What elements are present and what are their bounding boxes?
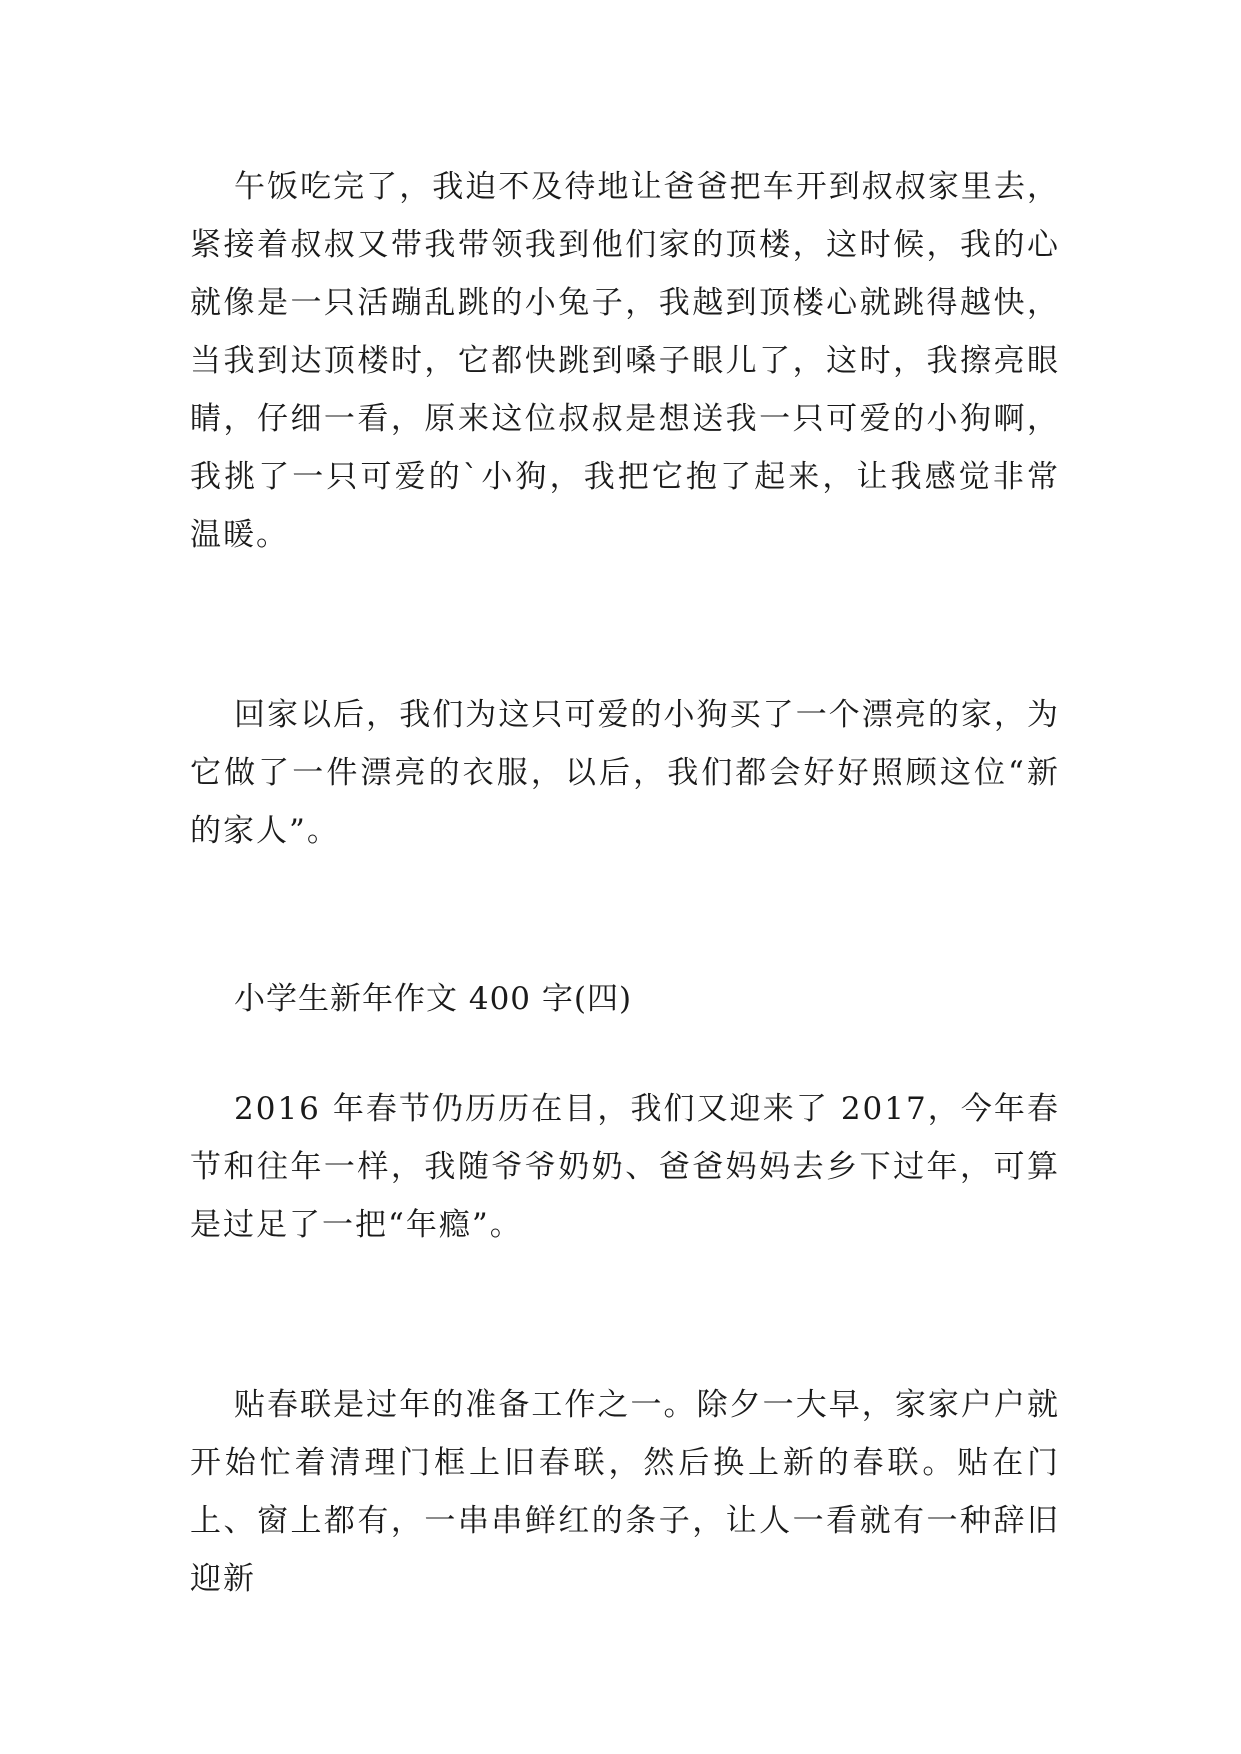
paragraph-puppy-gift: 午饭吃完了，我迫不及待地让爸爸把车开到叔叔家里去，紧接着叔叔又带我带领我到他们家的顶楼，这时候，我的心就像是一只活蹦乱跳的小兔子，我越到顶楼心就跳得越快，当我到达顶楼时，它都快跳到嗓子眼儿了，这时，我擦亮眼睛，仔细一看，原来这位叔叔是想送我一只可爱的小狗啊，我挑了一只可爱的`小狗，我把它抱了起来，让我感觉非常温暖。: [190, 169, 1060, 553]
section-heading: 小学生新年作文 400 字(四): [234, 981, 633, 1017]
paragraph-spring-festival: 2016 年春节仍历历在目，我们又迎来了 2017，今年春节和往年一样，我随爷爷奶奶、爸爸妈妈去乡下过年，可算是过足了一把“年瘾”。: [190, 1091, 1060, 1243]
paragraph-new-family-member: 回家以后，我们为这只可爱的小狗买了一个漂亮的家，为它做了一件漂亮的衣服，以后，我们都会好好照顾这位“新的家人”。: [190, 697, 1060, 849]
paragraph-spring-couplets: 贴春联是过年的准备工作之一。除夕一大早，家家户户就开始忙着清理门框上旧春联，然后换上新的春联。贴在门上、窗上都有，一串串鲜红的条子，让人一看就有一种辞旧迎新: [190, 1387, 1060, 1597]
